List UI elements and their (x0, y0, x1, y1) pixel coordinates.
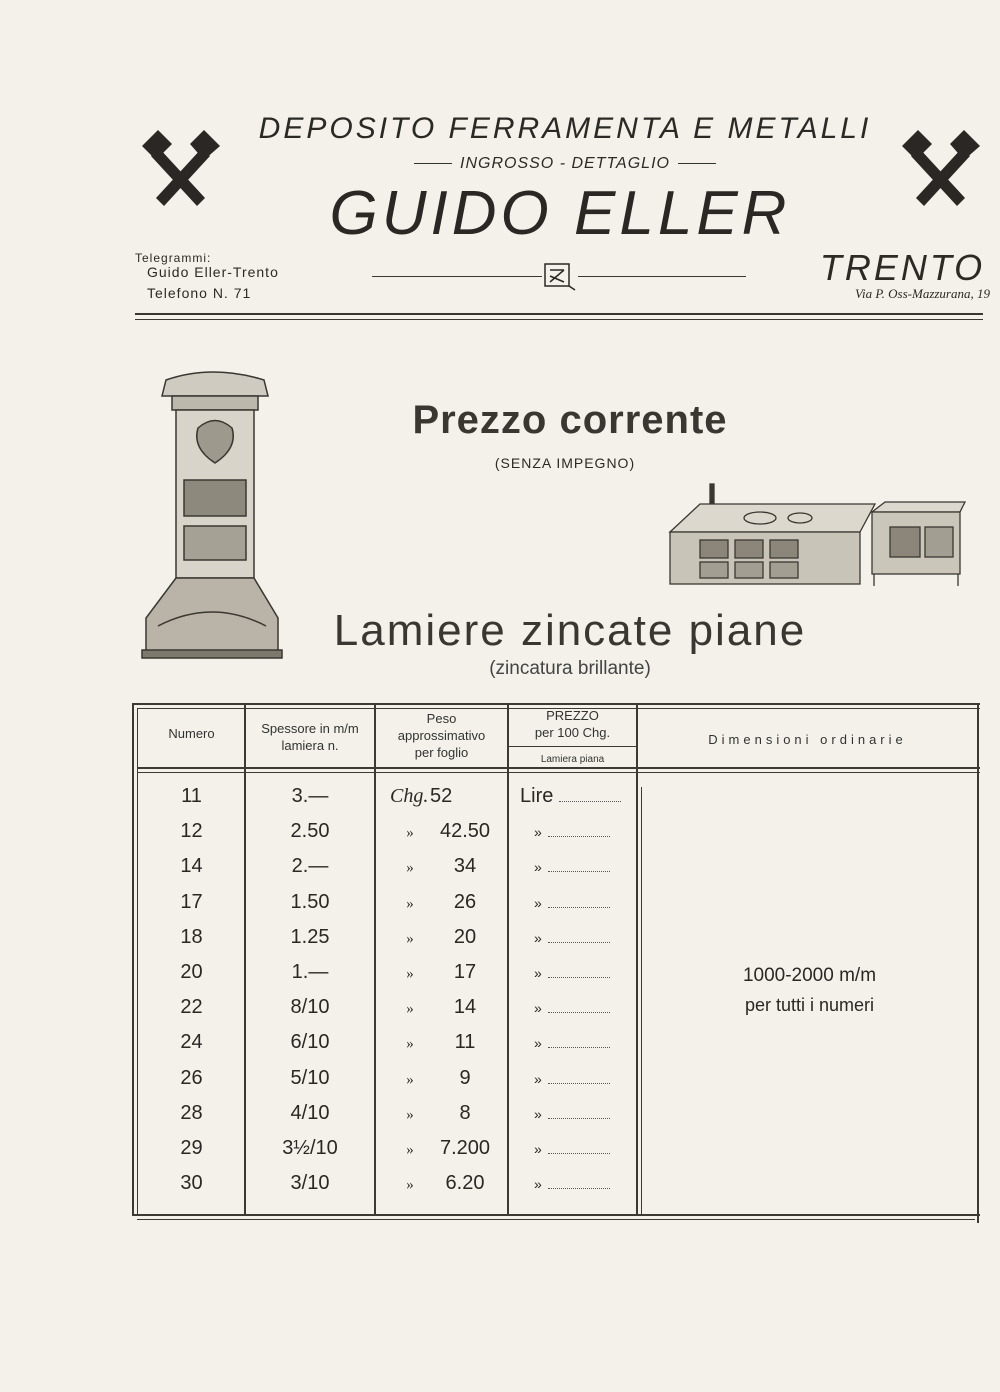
row-prezzo (520, 820, 632, 843)
table-bottom-border (132, 1214, 980, 1216)
row-prezzo-blank (559, 800, 621, 802)
row-prezzo-blank (548, 1046, 610, 1048)
row-peso: 7.200 (439, 1137, 491, 1159)
table-left-border (132, 703, 134, 1216)
row-prezzo-blank (548, 976, 610, 978)
row-numero: 30 (180, 1172, 203, 1194)
table-header-divider-inner (137, 772, 980, 773)
row-prezzo-label: Lire (520, 785, 554, 807)
header-spessore: Spessore in m/m lamiera n. (261, 721, 359, 753)
product-title: Lamiere zincate piane (333, 606, 807, 655)
row-prezzo (520, 1102, 632, 1125)
row-spessore: 6/10 (290, 1031, 330, 1053)
dimensions-value: 1000-2000 m/m (742, 965, 877, 986)
row-peso: 8 (459, 1102, 471, 1124)
row-prezzo (520, 1067, 632, 1090)
header-business-type: DEPOSITO FERRAMENTA E METALLI (258, 112, 872, 145)
row-spessore: 3.— (291, 785, 329, 807)
row-peso-prefix: » (406, 825, 414, 841)
row-prezzo (520, 926, 632, 949)
table-bottom-border-inner (137, 1219, 975, 1220)
row-prezzo-label: » (534, 895, 542, 911)
row-spessore: 2.50 (290, 820, 330, 842)
row-peso-prefix: » (406, 966, 414, 982)
street-address: Via P. Oss-Mazzurana, 19 (855, 286, 990, 301)
row-numero: 20 (180, 961, 203, 983)
telegram-label: Telegrammi: (135, 251, 212, 265)
row-prezzo-blank (548, 1082, 610, 1084)
col-divider-3 (507, 703, 509, 1216)
table-right-border (977, 703, 979, 1223)
row-prezzo-label: » (534, 1106, 542, 1122)
row-prezzo-label: » (534, 824, 542, 840)
col-divider-4 (636, 703, 638, 1216)
row-numero: 18 (180, 926, 203, 948)
header-prezzo: PREZZO per 100 Chg. (534, 708, 611, 740)
row-spessore: 2.— (291, 855, 329, 877)
row-peso: 34 (453, 855, 477, 877)
table-left-border-inner (137, 708, 138, 1216)
row-numero: 17 (180, 891, 203, 913)
row-peso: 26 (453, 891, 477, 913)
row-prezzo (520, 785, 632, 808)
row-peso-prefix: » (406, 1142, 414, 1158)
monogram-icon (542, 260, 578, 292)
row-numero: 11 (181, 785, 202, 807)
row-prezzo (520, 891, 632, 914)
price-list-subtitle: (SENZA IMPEGNO) (494, 455, 636, 471)
row-prezzo (520, 1031, 632, 1054)
header-peso: Peso approssimativo per foglio (397, 711, 486, 760)
telegram-address: Guido Eller-Trento (147, 264, 279, 280)
header-sales-type: INGROSSO - DETTAGLIO (395, 155, 735, 173)
row-prezzo-label: » (534, 1000, 542, 1016)
row-prezzo (520, 961, 632, 984)
row-peso-prefix: Chg. (390, 785, 429, 807)
row-peso: 6.20 (445, 1172, 485, 1194)
prezzo-subheader-divider (509, 746, 636, 747)
row-peso: 20 (453, 926, 477, 948)
stove-illustration (138, 368, 286, 660)
row-peso: 9 (459, 1067, 471, 1089)
row-peso-prefix: » (406, 1107, 414, 1123)
row-prezzo-blank (548, 835, 610, 837)
header-numero: Numero (168, 726, 215, 741)
row-spessore: 1.25 (290, 926, 330, 948)
row-prezzo-blank (548, 1117, 610, 1119)
row-peso-prefix: » (406, 1001, 414, 1017)
row-numero: 22 (180, 996, 203, 1018)
row-spessore: 3½/10 (282, 1137, 338, 1159)
header-dimensioni: Dimensioni ordinarie (708, 732, 907, 747)
row-peso-prefix: » (406, 896, 414, 912)
header-rule-bottom (135, 319, 983, 320)
company-name: GUIDO ELLER (329, 179, 791, 248)
row-prezzo-blank (548, 1187, 610, 1189)
row-prezzo (520, 1172, 632, 1195)
row-prezzo-blank (548, 1011, 610, 1013)
row-prezzo (520, 855, 632, 878)
row-prezzo-blank (548, 941, 610, 943)
row-prezzo (520, 996, 632, 1019)
city-name: TRENTO (819, 247, 986, 288)
row-spessore: 1.— (291, 961, 329, 983)
row-numero: 26 (180, 1067, 203, 1089)
row-prezzo-label: » (534, 1176, 542, 1192)
dimensions-note: per tutti i numeri (744, 995, 875, 1015)
row-peso: 42.50 (439, 820, 491, 842)
row-prezzo-blank (548, 870, 610, 872)
row-peso: 14 (453, 996, 477, 1018)
row-peso-prefix: » (406, 1177, 414, 1193)
row-prezzo-label: » (534, 1035, 542, 1051)
row-numero: 24 (180, 1031, 203, 1053)
header-lamiera-piana: Lamiera piana (540, 754, 605, 765)
row-spessore: 8/10 (290, 996, 330, 1018)
row-peso-prefix: » (406, 1072, 414, 1088)
row-prezzo-label: » (534, 1071, 542, 1087)
price-list-title: Prezzo corrente (412, 398, 728, 442)
row-peso: 11 (454, 1031, 476, 1053)
product-subtitle: (zincatura brillante) (489, 658, 651, 679)
row-numero: 14 (180, 855, 203, 877)
row-spessore: 1.50 (290, 891, 330, 913)
table-top-border (132, 703, 980, 705)
row-numero: 28 (180, 1102, 203, 1124)
row-peso: 52 (430, 785, 453, 807)
row-spessore: 4/10 (290, 1102, 330, 1124)
kitchen-range-illustration (660, 482, 970, 592)
phone-number: Telefono N. 71 (147, 285, 252, 301)
row-numero: 29 (180, 1137, 203, 1159)
row-prezzo-label: » (534, 930, 542, 946)
row-peso-prefix: » (406, 931, 414, 947)
hammers-logo-right-icon (898, 128, 983, 210)
row-spessore: 5/10 (290, 1067, 330, 1089)
row-numero: 12 (180, 820, 203, 842)
row-peso: 17 (453, 961, 477, 983)
hammers-logo-left-icon (138, 128, 223, 210)
row-prezzo-blank (548, 906, 610, 908)
row-peso-prefix: » (406, 1036, 414, 1052)
header-ornament-line-right (578, 276, 746, 277)
row-prezzo-label: » (534, 859, 542, 875)
row-spessore: 3/10 (290, 1172, 330, 1194)
row-prezzo-label: » (534, 965, 542, 981)
header-rule-top (135, 313, 983, 315)
row-prezzo (520, 1137, 632, 1160)
header-ornament-line-left (372, 276, 542, 277)
col-divider-2 (374, 703, 376, 1216)
row-peso-prefix: » (406, 860, 414, 876)
row-prezzo-label: » (534, 1141, 542, 1157)
row-prezzo-blank (548, 1152, 610, 1154)
